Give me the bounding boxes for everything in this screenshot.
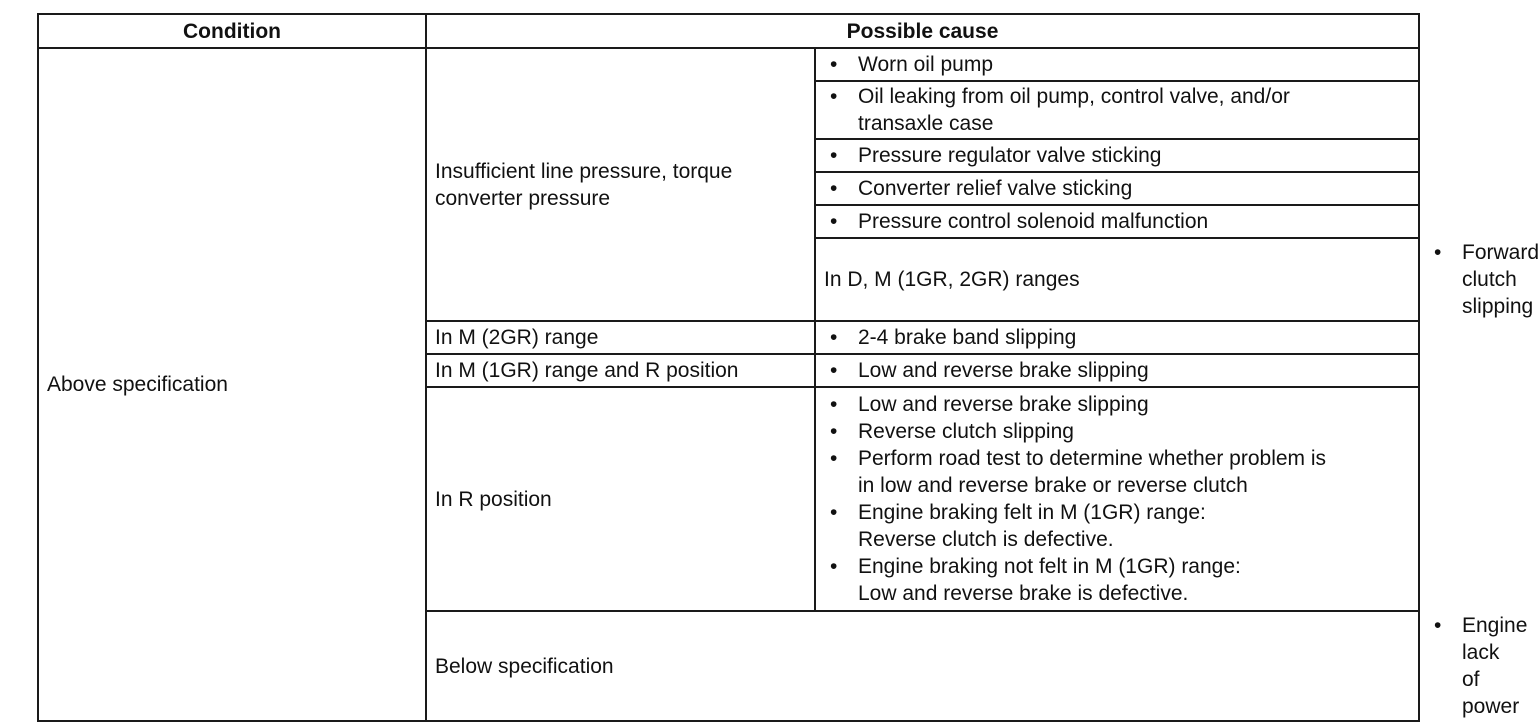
cause-item: • Converter relief valve sticking <box>824 175 1410 202</box>
condition-above-spec: Above specification <box>38 48 426 721</box>
cause-item: • Pressure control solenoid malfunction <box>824 208 1410 235</box>
sub-condition-m-1gr-r: In M (1GR) range and R position <box>426 354 815 387</box>
cause-item: • Low and reverse brake slipping <box>824 357 1410 384</box>
cause-cell <box>815 48 1419 81</box>
header-condition: Condition <box>38 14 426 48</box>
cause-item: • Worn oil pump <box>824 51 1410 78</box>
cause-item: • Perform road test to determine whether problem is in low and reverse brake or reverse clutch <box>824 445 1410 499</box>
header-row <box>38 14 1419 48</box>
table-row <box>38 48 1419 81</box>
cause-item: • Low and reverse brake slipping <box>824 391 1410 418</box>
cause-item: • Reverse clutch slipping <box>824 418 1410 445</box>
diagnosis-table <box>37 13 1539 722</box>
cause-cell <box>815 81 1419 139</box>
condition-below-spec: Below specification <box>426 611 1419 721</box>
cause-item: • Engine braking not felt in M (1GR) range: Low and reverse brake is defective. <box>824 553 1410 607</box>
cause-item: • Forward clutch slipping <box>1428 239 1462 320</box>
header-possible-cause: Possible cause <box>426 14 1419 48</box>
cause-item: • Pressure regulator valve sticking <box>824 142 1410 169</box>
cause-cell <box>815 387 1419 611</box>
cause-cell <box>815 139 1419 172</box>
cause-cell <box>815 172 1419 205</box>
cause-cell <box>815 321 1419 354</box>
cause-item: • Oil leaking from oil pump, control valve, and/or transaxle case <box>824 83 1410 137</box>
cause-cell <box>815 205 1419 238</box>
cause-item: • Engine lack of power <box>1428 612 1462 720</box>
sub-condition-d-m-ranges: In D, M (1GR, 2GR) ranges <box>815 238 1419 321</box>
sub-condition-insufficient-pressure: Insufficient line pressure, torque converter pressure <box>426 48 815 321</box>
cause-cell <box>815 354 1419 387</box>
cause-item: • Engine braking felt in M (1GR) range: Reverse clutch is defective. <box>824 499 1410 553</box>
cause-item: • 2-4 brake band slipping <box>824 324 1410 351</box>
sub-condition-r-position: In R position <box>426 387 815 611</box>
sub-condition-m-2gr: In M (2GR) range <box>426 321 815 354</box>
